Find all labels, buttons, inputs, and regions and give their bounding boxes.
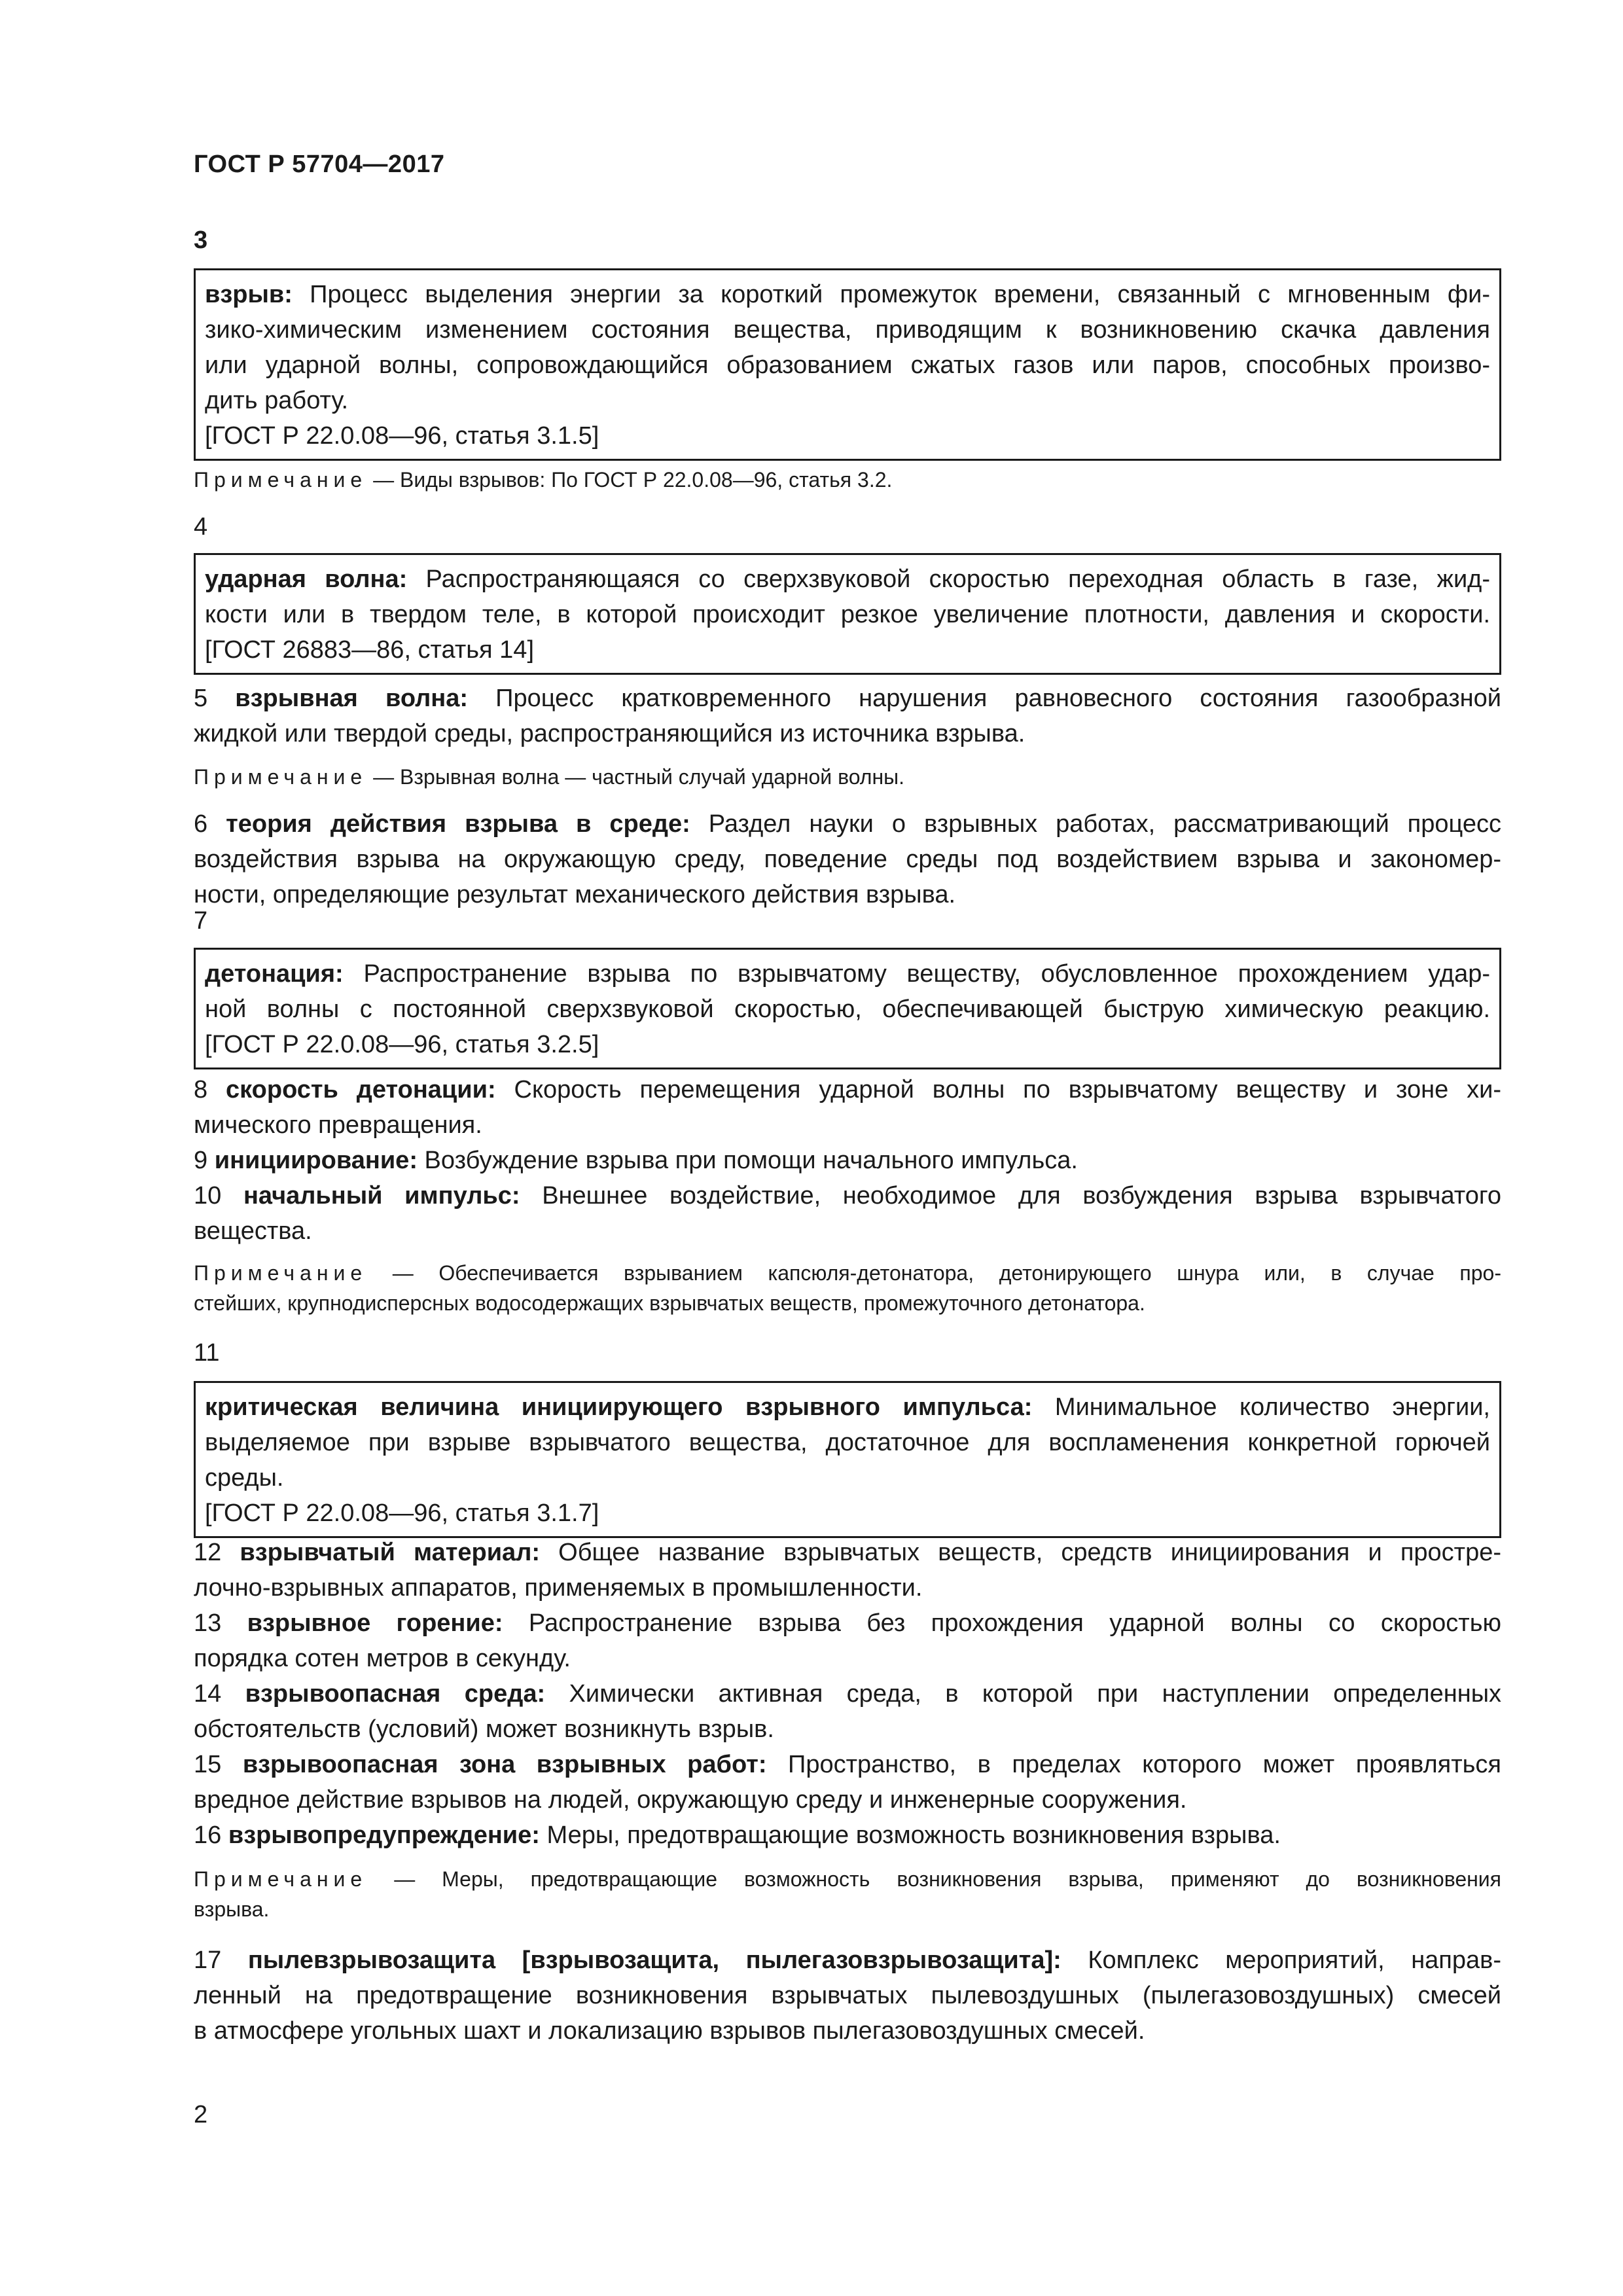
definition-paragraph: 10 начальный импульс: Внешнее воздействие, необходимое для возбуждения взрыва взрывчатого вещества. <box>194 1182 1502 1245</box>
note-text: — Взрывная волна — частный случай ударной волны. <box>373 765 905 789</box>
entry-number: 12 <box>194 1539 222 1566</box>
term: взрывная волна: <box>235 685 468 712</box>
note-label: Примечание <box>194 1261 368 1285</box>
term: критическая величина инициирующего взрывного импульса: <box>205 1393 1033 1421</box>
term: взрывчатый материал: <box>240 1539 540 1566</box>
term: взрывоопасная среда: <box>245 1680 546 1708</box>
definition-line: кости или в твердом теле, в которой происходит резкое увеличение плотности, давления и скорости. <box>205 601 1490 628</box>
definition-line: выделяемое при взрыве взрывчатого вещества, достаточное для воспламенения конкретной горючей <box>205 1429 1490 1456</box>
term-box <box>194 948 1501 1069</box>
note-text: взрыва. <box>194 1897 270 1921</box>
note <box>194 1258 1501 1318</box>
source-reference: [ГОСТ Р 22.0.08—96, статья 3.1.5] <box>205 422 599 450</box>
term: ударная волна: <box>205 565 408 593</box>
definition-paragraph: 15 взрывоопасная зона взрывных работ: Пространство, в пределах которого может проявляться вредное действие взрывов на людей, окружающую среду и инженерные сооружения. <box>194 1751 1501 1814</box>
note-label: Примечание <box>194 468 368 492</box>
term-box <box>194 1381 1501 1538</box>
definition-paragraph: 16 взрывопредупреждение: Меры, предотвращающие возможность возникновения взрыва. <box>194 1821 1281 1849</box>
definition-line: среды. <box>205 1464 284 1492</box>
note-text: — Виды взрывов: По ГОСТ Р 22.0.08—96, статья 3.2. <box>373 468 893 492</box>
term: начальный импульс: <box>243 1182 520 1210</box>
entry-number: 14 <box>194 1680 222 1708</box>
definition-paragraph: 14 взрывоопасная среда: Химически активная среда, в которой при наступлении определенных обстоятельств (условий) может возникнуть взрыв. <box>194 1680 1502 1743</box>
document-code: ГОСТ Р 57704—2017 <box>194 151 445 178</box>
page-number: 2 <box>194 2101 208 2128</box>
definition-paragraph: 17 пылевзрывозащита [взрывозащита, пылегазовзрывозащита]: Комплекс мероприятий, направ- ленный на предотвращение возникновения взрывчатых пылевоздушных (пылегазовоздушных) смесей в атмосфере угольных шахт и локализацию взрывов пылегазовоздушных смесей. <box>194 1946 1501 2045</box>
term: взрывное горение: <box>247 1609 503 1637</box>
definition-line: ной волны с постоянной сверхзвуковой скоростью, обеспечивающей быструю химическую реакцию. <box>205 996 1490 1023</box>
note-text: — Меры, предотвращающие возможность возникновения взрыва, применяют до возникновения <box>394 1867 1501 1891</box>
definition-line: детонация: Распространение взрыва по взрывчатому веществу, обусловленное прохождением удар- <box>205 960 1491 988</box>
definition-line: ударная волна: Распространяющаяся со сверхзвуковой скоростью переходная область в газе, жид- <box>205 565 1490 593</box>
term: инициирование: <box>214 1147 418 1174</box>
definition-line: или ударной волны, сопровождающийся образованием сжатых газов или паров, способных произво- <box>205 351 1490 379</box>
entry-number: 8 <box>194 1076 208 1103</box>
source-reference: [ГОСТ 26883—86, статья 14] <box>205 636 534 664</box>
term: детонация: <box>205 960 344 988</box>
definition-paragraph: 5 взрывная волна: Процесс кратковременного нарушения равновесного состояния газообразной жидкой или твердой среды, распространяющийся из источника взрыва. <box>194 685 1501 747</box>
entry-number: 5 <box>194 685 208 712</box>
entry-number: 15 <box>194 1751 222 1778</box>
entry-number: 16 <box>194 1821 222 1849</box>
definition-paragraph: 9 инициирование: Возбуждение взрыва при помощи начального импульса. <box>194 1147 1078 1174</box>
term-box <box>194 553 1501 675</box>
source-reference: [ГОСТ Р 22.0.08—96, статья 3.1.7] <box>205 1499 599 1527</box>
definition-paragraph: 8 скорость детонации: Скорость перемещения ударной волны по взрывчатому веществу и зоне хи- мического превращения. <box>194 1076 1502 1139</box>
entry-number: 6 <box>194 810 208 838</box>
entry-number: 13 <box>194 1609 222 1637</box>
entry-number: 4 <box>194 513 208 541</box>
note-text: стейших, крупнодисперсных водосодержащих взрывчатых веществ, промежуточного детонатора. <box>194 1291 1145 1315</box>
term-box <box>194 268 1501 461</box>
note-label: Примечание <box>194 765 368 789</box>
note <box>194 762 1501 792</box>
source-reference: [ГОСТ Р 22.0.08—96, статья 3.2.5] <box>205 1031 599 1058</box>
entry-number: 9 <box>194 1147 208 1174</box>
term: взрыв: <box>205 281 293 308</box>
definition-line: критическая величина инициирующего взрывного импульса: Минимальное количество энергии, <box>205 1393 1490 1421</box>
note-label: Примечание <box>194 1867 368 1891</box>
term: теория действия взрыва в среде: <box>226 810 690 838</box>
definition-paragraph: 13 взрывное горение: Распространение взрыва без прохождения ударной волны со скоростью порядка сотен метров в секунду. <box>194 1609 1502 1672</box>
entry-number: 11 <box>194 1339 220 1367</box>
term: пылевзрывозащита [взрывозащита, пылегазовзрывозащита]: <box>247 1946 1061 1974</box>
definition-line: зико-химическим изменением состояния вещества, приводящим к возникновению скачка давления <box>205 316 1490 344</box>
definition-paragraph: 6 теория действия взрыва в среде: Раздел науки о взрывных работах, рассматривающий процесс воздействия взрыва на окружающую среду, поведение среды под воздействием взрыва и закономер- ности, определяющие результат механического действия взрыва. <box>194 810 1502 908</box>
entry-number: 17 <box>194 1946 222 1974</box>
term: скорость детонации: <box>226 1076 496 1103</box>
term: взрывопредупреждение: <box>228 1821 540 1849</box>
definition-paragraph: 12 взрывчатый материал: Общее название взрывчатых веществ, средств инициирования и простре- лочно-взрывных аппаратов, применяемых в промышленности. <box>194 1539 1502 1602</box>
note-text: — Обеспечивается взрыванием капсюля-детонатора, детонирующего шнура или, в случае про- <box>392 1261 1501 1285</box>
entry-number: 3 <box>194 226 208 254</box>
entry-number: 10 <box>194 1182 222 1210</box>
definition-line: взрыв: Процесс выделения энергии за короткий промежуток времени, связанный с мгновенным фи- <box>205 281 1490 308</box>
entry-number: 7 <box>194 907 208 935</box>
note <box>194 1864 1501 1924</box>
note <box>194 465 1501 495</box>
term: взрывоопасная зона взрывных работ: <box>242 1751 767 1778</box>
definition-line: дить работу. <box>205 387 349 414</box>
